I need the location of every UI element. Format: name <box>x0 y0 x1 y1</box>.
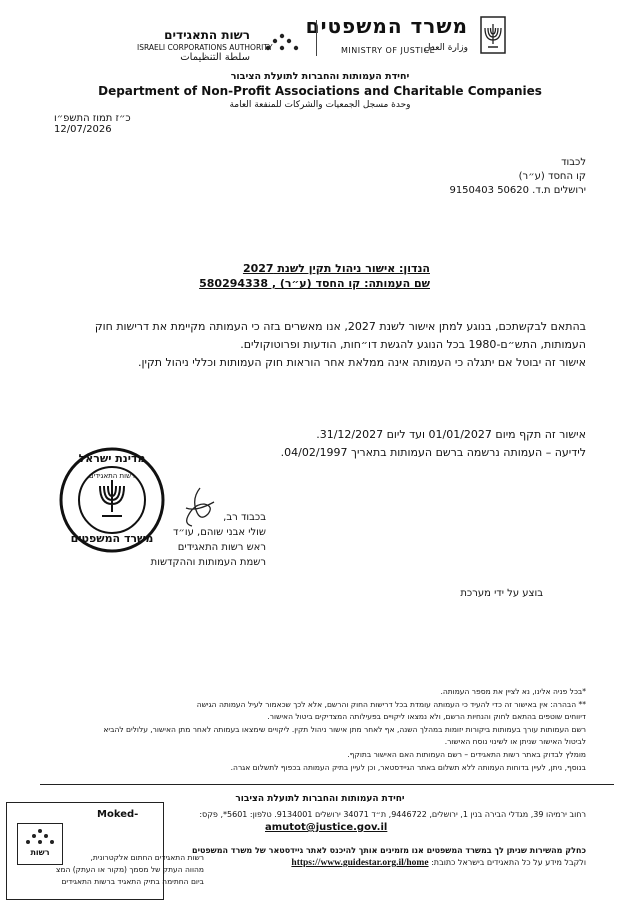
moked-label: Moked- <box>97 809 139 820</box>
footnote-line: ** הבהרה: אין באישור זה כדי להעיד כי העמותה עומדת בכל דרישות החוק והרשם, אלא לכך שכאמור לעיל העמותה הגישה <box>196 699 586 709</box>
esign-line: ביום החתימה בתיק התאגיד ברשות התאגידים <box>61 877 204 886</box>
stamp-inner-text: רשות התאגידים <box>89 472 135 480</box>
signer-title-2: רשמת העמותות וההקדשות <box>150 557 266 568</box>
signature-closing: בכבוד רב, <box>223 512 266 523</box>
guidestar-url-link[interactable]: https://www.guidestar.org.il/home <box>291 858 429 868</box>
stamp-top-text: מדינת ישראל <box>78 452 146 465</box>
recipient-name: קו החסד (ע״ר) <box>518 171 586 182</box>
footnotes <box>26 686 586 774</box>
body-approval-text: בהתאם לבקשתכם, בנוגע למתן אישור לשנת 2027, אנו מאשרים בזה כי העמותה מקיימת את דרישות חוק העמותות, התש״ם-1980 בכל הנוגע להגשת דו״חות, הודעות ופרוטוקולים. <box>94 320 586 351</box>
body-paragraph <box>56 318 586 372</box>
recipient-greeting: לכבוד <box>561 157 586 168</box>
unit-name-ar: وحدة مسجل الجمعيات والشركات للمنفعة العامة <box>229 100 411 110</box>
body-cancellation-text: אישור זה יבוטל אם יתגלה כי העמותה אינה ממלאת אחר הוראות חוק העמותות וכללי ניהול תקין. <box>138 356 586 369</box>
date-gregorian: 12/07/2026 <box>54 124 112 135</box>
authority-name-ar: سلطة التنظيمات <box>180 52 250 63</box>
footnote-line: לביטול האישור שניתן או לשינוי נוסח האישור. <box>444 737 586 747</box>
signature-block <box>46 510 266 570</box>
unit-name-he: יחידת העמותות והחברות לתועלת הציבור <box>230 71 410 82</box>
footer-address: רחוב ירמיהו 39, מגדלי הבירה בנין 1, ירושלים, 9446722, ת״ד 34071 ירושלים 9134001. טלפון: 5601*, פקס: <box>199 810 586 819</box>
footnote-line: *בכל פניה אלינו, נא לציין את מספר העמותה. <box>440 687 586 696</box>
letterhead <box>0 0 640 70</box>
recipient-block <box>286 156 586 198</box>
footer-email-link[interactable]: amutot@justice.gov.il <box>265 822 388 833</box>
footnote-line: רשם העמותות עורך בעמותות ביקורות יזומות במהלך השנה, אף לאחר מתן אישור ניהול תקין. ליקויים שימצאו בעמותה לאחר מתן האישור, עלולים להביא <box>103 724 586 734</box>
moked-logo-text: רשות <box>30 848 50 857</box>
footer-unit-name: יחידת העמותות והחברות לתועלת הציבור <box>235 794 405 804</box>
registration-text: לידיעה – העמותה נרשמה ברשם העמותות בתאריך 04/02/1997. <box>280 446 586 459</box>
subject-line: הנדון: אישור ניהול תקין לשנת 2027 <box>242 262 430 275</box>
authority-name-en: ISRAELI CORPORATIONS AUTHORITY <box>137 43 273 52</box>
footnote-line: מומלץ לבדוק באתר רשות התאגידים – רשם העמותות האם האישור בתוקף. <box>347 749 586 759</box>
system-generated-note: בוצע על ידי מערכת <box>460 588 543 599</box>
authority-name-he: רשות התאגידים <box>164 28 250 42</box>
electronic-signature-note <box>4 852 204 888</box>
validity-block <box>186 426 586 462</box>
header-divider <box>316 20 317 56</box>
moked-logo-icon <box>24 828 56 846</box>
esign-line: מהווה העתק של מסמך (מקור או העתק) המצ <box>55 865 204 874</box>
unit-name-en: Department of Non-Profit Associations and Charitable Companies <box>98 84 542 98</box>
footnote-line: בנוסף, ניתן, לעיין בדוחות העמותה ללא תשלום באתר הגיידסטאר, וכן לעיין בתיק העמותה בכפוף לתשלום אגרה. <box>230 762 586 772</box>
ministry-name-en: MINISTRY OF JUSTICE <box>341 46 436 55</box>
guidestar-address-label: ולקבל מידע על כל התאגידים בישראל כתובת: <box>431 858 586 867</box>
esign-line: רשות התאגידים החתום אלקטרונית, <box>90 853 204 862</box>
guidestar-invite: כחלק מהשירות שניתן לך במשרד המשפטים אנו מזמינים אותך להיכנס לאתר גיידסטאר של משרד המשפטים <box>192 846 586 855</box>
footnote-line: דיווחים שוטפים בהתאם לחוק והנחיות הרשם, ולא נמצאו ליקויים בפעילותה המצדיקים ביטול האישור. <box>267 712 586 722</box>
signer-title: ראש רשות התאגידים <box>177 542 266 553</box>
menorah-emblem-icon <box>480 16 506 54</box>
stamp-bottom-text: משרד המשפטים <box>70 532 154 545</box>
ministry-name-he: משרד המשפטים <box>305 14 468 38</box>
footer-divider <box>40 784 614 785</box>
ministry-name-ar: وزارة العدل <box>424 43 468 53</box>
date-hebrew: כ״ז תמוז התשפ״ו <box>54 113 131 124</box>
association-name-line: שם העמותה: קו החסד (ע״ר) , 580294338 <box>199 277 430 290</box>
signer-name: שולי אבני שוהם, עו״ד <box>172 527 266 538</box>
validity-text: אישור זה תקף מיום 01/01/2027 ועד ליום 31/12/2027. <box>316 428 586 441</box>
recipient-address: ירושלים ת.ד. 50620 9150403 <box>449 185 586 196</box>
